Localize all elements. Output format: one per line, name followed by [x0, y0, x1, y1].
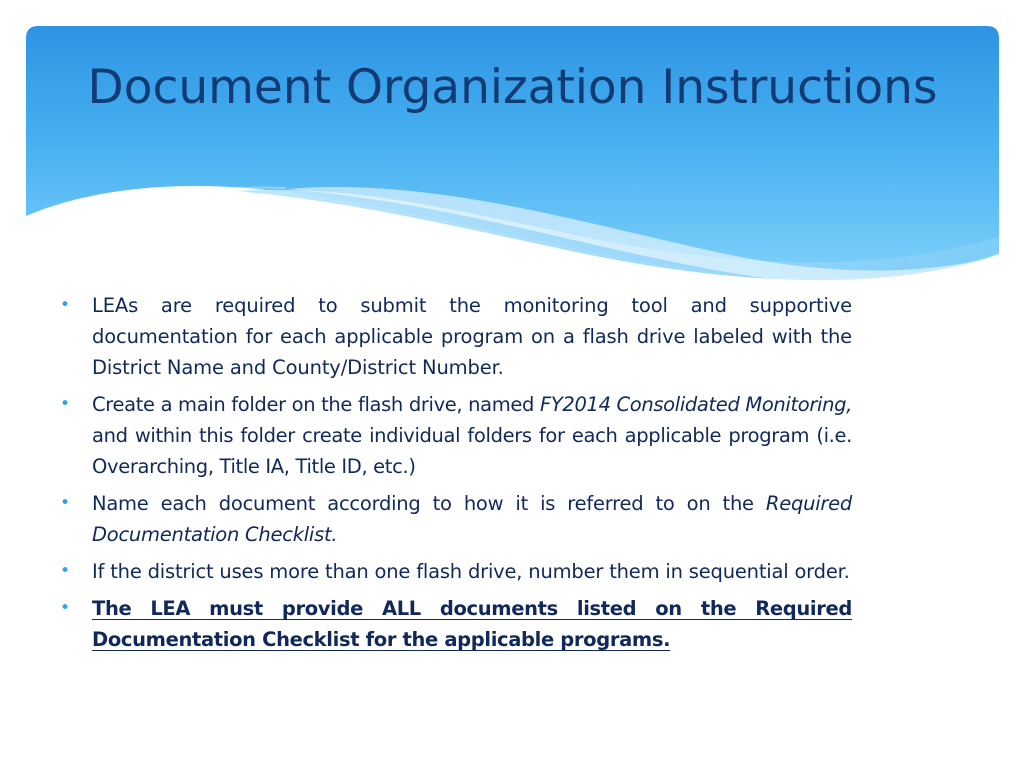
folder-name-italic: FY2014 Consolidated Monitoring, — [539, 393, 852, 416]
bullet-text: If the district uses more than one flash drive, number them in sequential order. — [92, 560, 850, 583]
bullet-item — [60, 389, 852, 482]
checklist-name-italic: Required Documentation Checklist. — [92, 492, 852, 546]
bullet-dot-icon: • — [60, 598, 70, 618]
bullet-text: Create a main folder on the flash drive, named — [92, 393, 540, 416]
bullet-list — [60, 290, 852, 661]
bullet-text: LEAs are required to submit the monitoring tool and supportive documentation for each applicable program on a flash drive labeled with the District Name and County/District Number. — [92, 294, 852, 379]
bullet-dot-icon: • — [60, 493, 70, 513]
bullet-text-continued: and within this folder create individual folders for each applicable program (i.e. Overarching, Title IA, Title ID, etc.) — [92, 424, 852, 478]
bullet-dot-icon: • — [60, 295, 70, 315]
bullet-dot-icon: • — [60, 394, 70, 414]
emphasized-requirement-text: The LEA must provide ALL documents listed on the Required Documentation Checklist for the applicable programs. — [92, 597, 852, 651]
bullet-item — [60, 556, 852, 587]
bullet-item — [60, 593, 852, 655]
bullet-item — [60, 488, 852, 550]
slide-title: Document Organization Instructions — [87, 60, 938, 115]
bullet-item — [60, 290, 852, 383]
bullet-text: Name each document according to how it is referred to on the — [92, 492, 766, 515]
bullet-dot-icon: • — [60, 561, 70, 581]
